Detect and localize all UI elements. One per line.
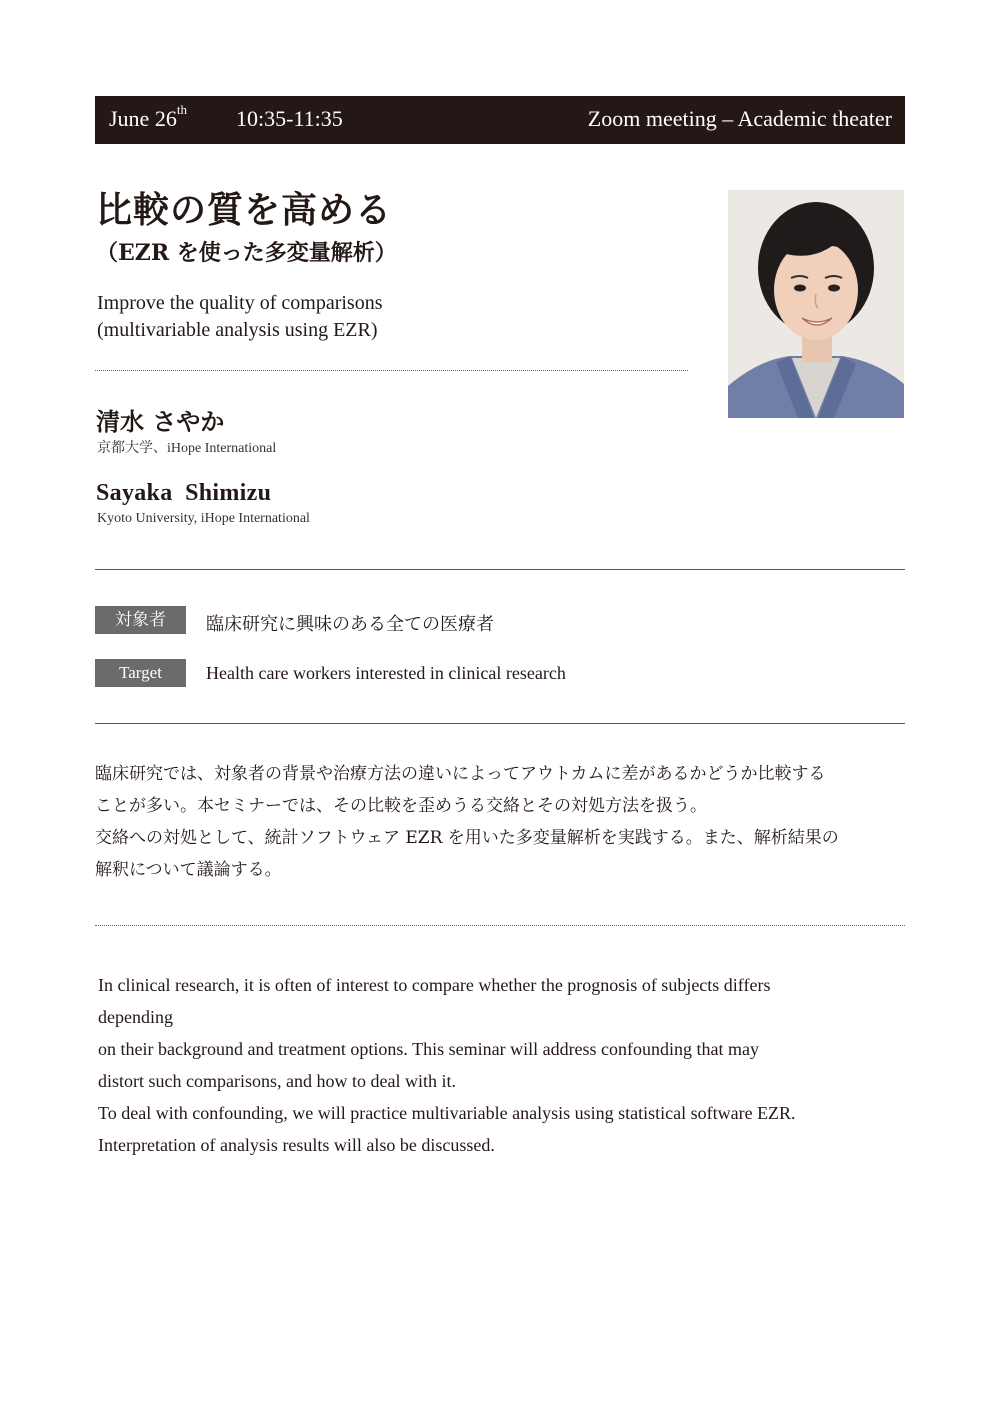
target-label-japanese: 対象者	[95, 606, 186, 634]
abstract-line: 交絡への対処として、統計ソフトウェア EZR を用いた多変量解析を実践する。また、解析結果の	[95, 828, 839, 848]
speaker-affiliation-english: Kyoto University, iHope International	[97, 511, 310, 526]
speaker-portrait-image	[728, 190, 904, 418]
abstract-line: 解釈について議論する。	[95, 860, 282, 880]
abstract-line: Interpretation of analysis results will also be discussed.	[98, 1135, 495, 1155]
title-english-line: Improve the quality of comparisons	[97, 292, 383, 314]
session-time: 10:35-11:35	[236, 106, 343, 131]
subtitle-japanese: （EZR を使った多変量解析）	[96, 240, 397, 266]
dotted-divider	[95, 370, 688, 371]
speaker-name-english: Sayaka Shimizu	[96, 480, 272, 506]
date-suffix: th	[176, 102, 187, 117]
title-japanese: 比較の質を高める	[96, 189, 393, 231]
abstract-english	[98, 969, 913, 1161]
dotted-divider	[95, 925, 905, 926]
abstract-line: In clinical research, it is often of interest to compare whether the prognosis of subjects differs	[98, 975, 771, 995]
speaker-affiliation-japanese: 京都大学、iHope International	[97, 441, 277, 456]
speaker-photo	[728, 190, 904, 418]
abstract-line: distort such comparisons, and how to deal with it.	[98, 1071, 456, 1091]
session-date: June 26th	[109, 102, 187, 131]
title-english-line: (multivariable analysis using EZR)	[97, 319, 378, 341]
target-text-english: Health care workers interested in clinical research	[206, 663, 566, 683]
target-text-japanese: 臨床研究に興味のある全ての医療者	[206, 614, 494, 634]
speaker-name-japanese: 清水 さやか	[96, 407, 225, 436]
title-english	[97, 290, 697, 344]
target-label-english: Target	[95, 659, 186, 687]
abstract-line: To deal with confounding, we will practice multivariable analysis using statistical software EZR.	[98, 1103, 796, 1123]
abstract-line: ことが多い。本セミナーでは、その比較を歪めうる交絡とその対処方法を扱う。	[95, 796, 707, 816]
session-header-bar	[95, 96, 905, 144]
section-divider	[95, 723, 905, 724]
session-venue: Zoom meeting – Academic theater	[587, 106, 892, 131]
abstract-line: depending	[98, 1007, 173, 1027]
section-divider	[95, 569, 905, 570]
abstract-japanese	[95, 758, 910, 886]
abstract-line: 臨床研究では、対象者の背景や治療方法の違いによってアウトカムに差があるかどうか比較する	[95, 764, 826, 784]
abstract-line: on their background and treatment options. This seminar will address confounding that may	[98, 1039, 760, 1059]
